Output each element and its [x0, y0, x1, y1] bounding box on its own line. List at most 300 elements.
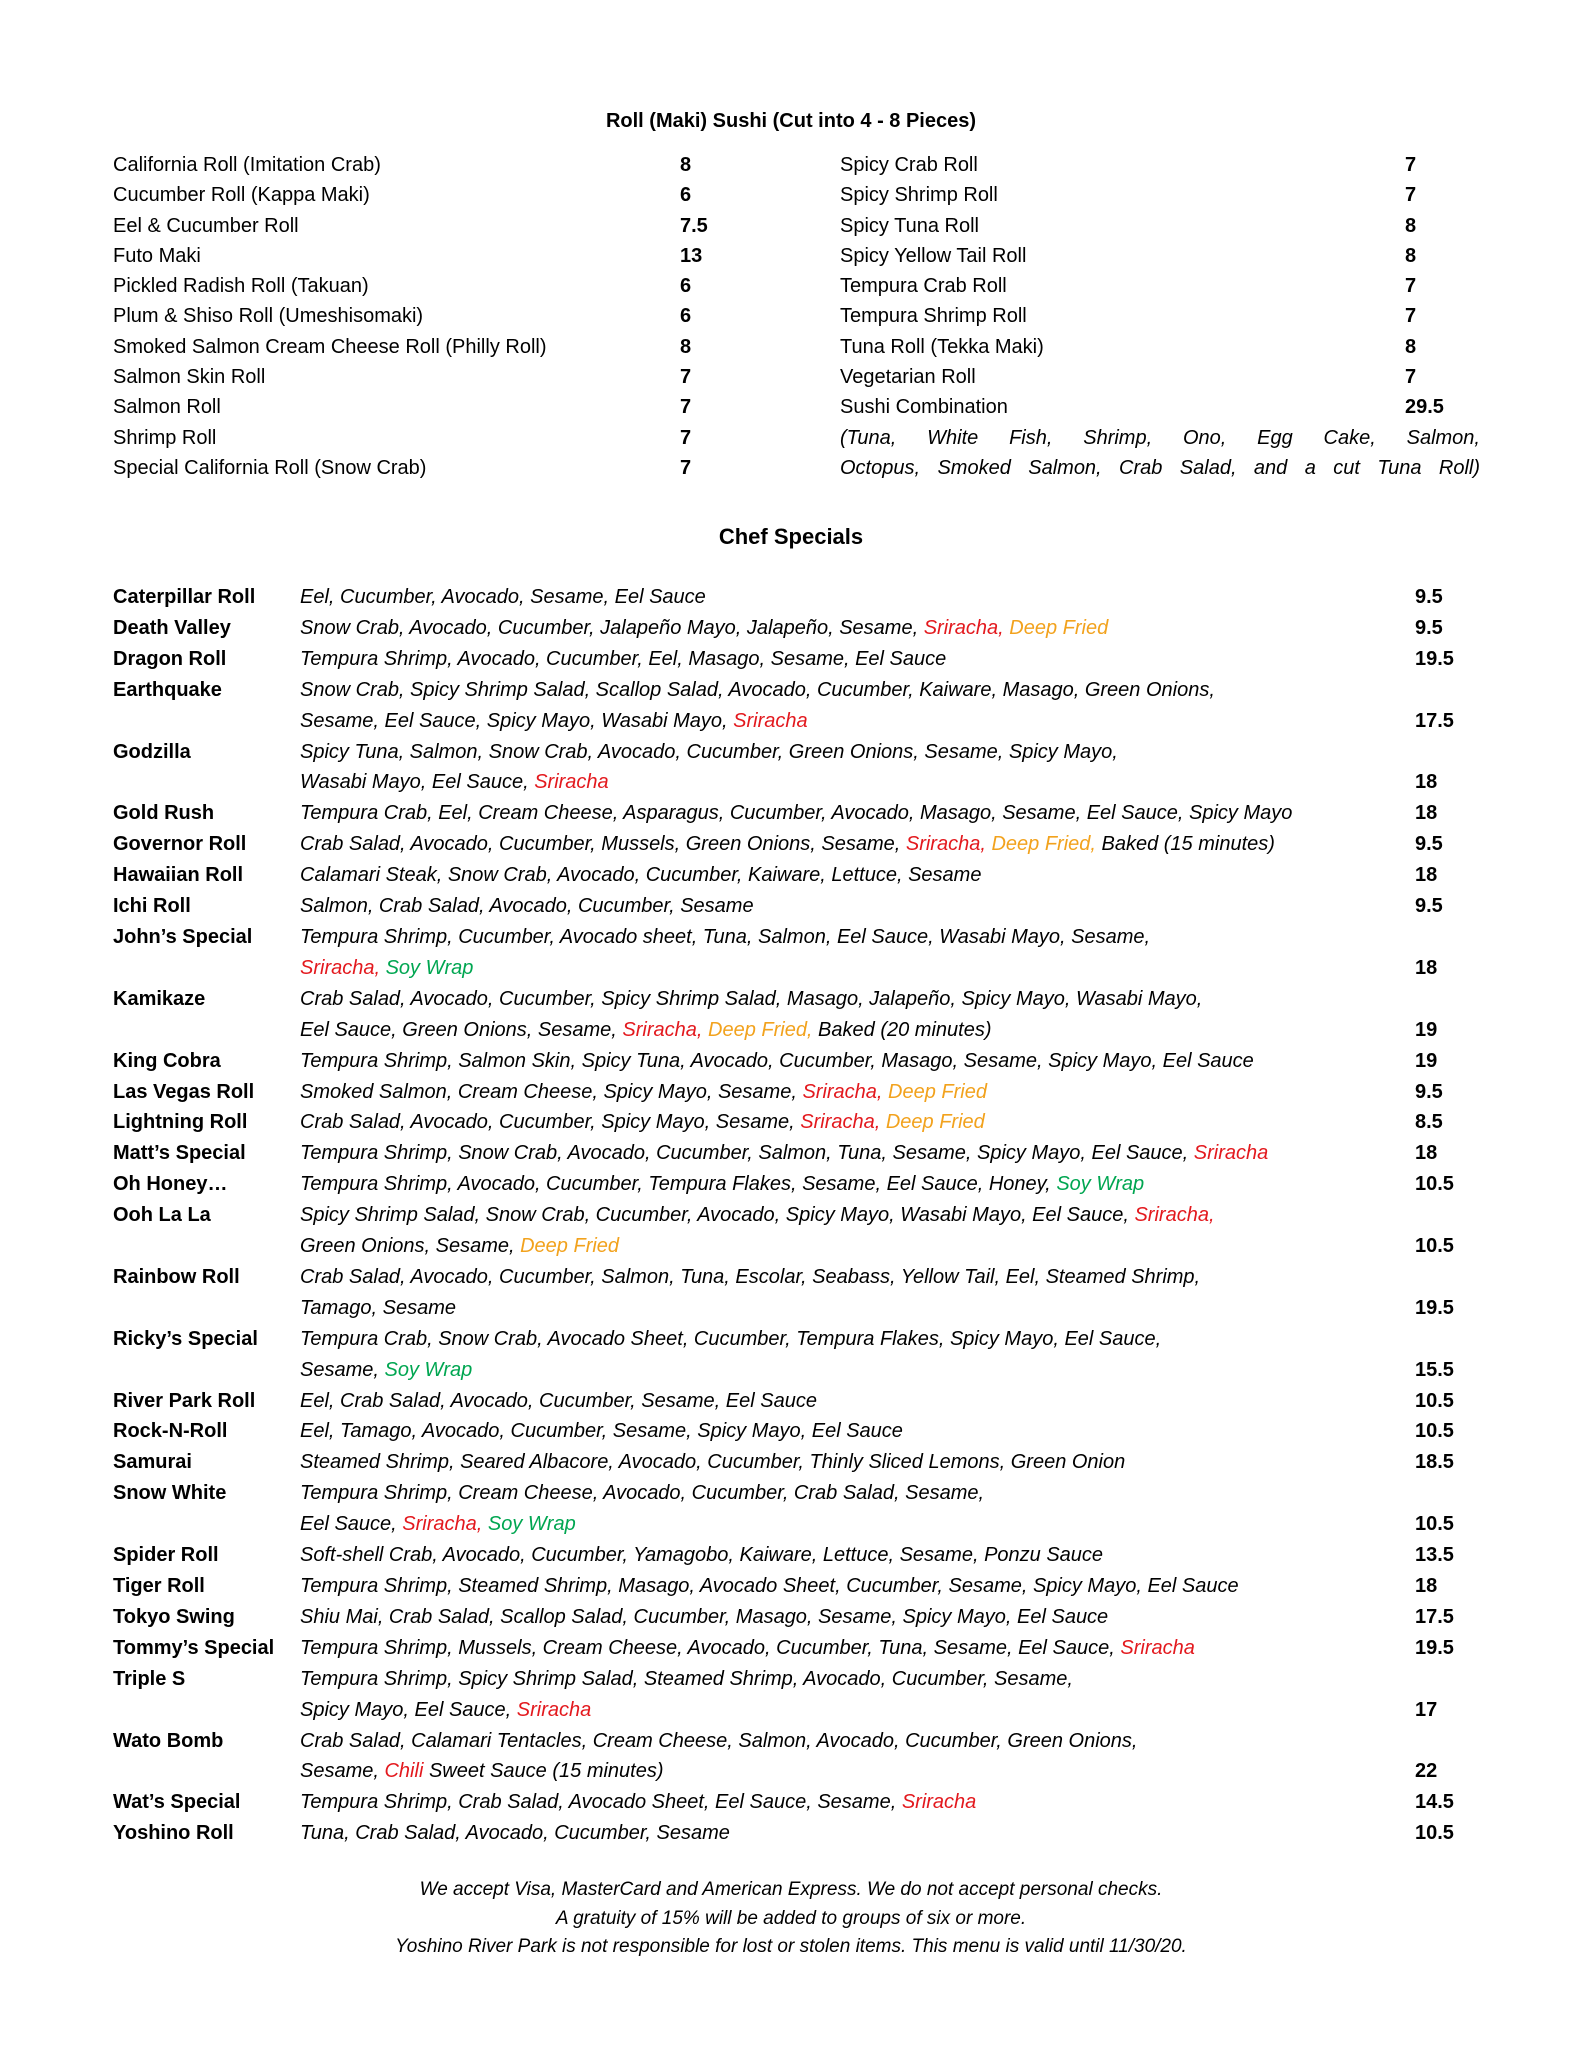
- footer-line-validity: Yoshino River Park is not responsible for lost or stolen items. This menu is valid until 11/30/20.: [395, 1936, 1187, 1957]
- description-segment: Baked (15 minutes): [1095, 833, 1275, 856]
- roll-item: [113, 180, 813, 210]
- roll-item-name: Cucumber Roll (Kappa Maki): [113, 184, 370, 207]
- chef-item-description: [300, 737, 1513, 799]
- chef-item-description: [300, 891, 1513, 922]
- chef-item: [113, 1571, 1513, 1602]
- roll-item: [840, 271, 1480, 301]
- chef-item: [113, 1726, 1513, 1788]
- description-segment: Smoked Salmon, Cream Cheese, Spicy Mayo, Sesame,: [300, 1080, 803, 1103]
- roll-item-name: Futo Maki: [113, 244, 201, 267]
- chef-item-name: Death Valley: [113, 616, 231, 639]
- chef-item: [113, 1262, 1513, 1324]
- roll-item: [840, 180, 1480, 210]
- chef-item: [113, 613, 1513, 644]
- chef-item-description-line: [300, 829, 1513, 860]
- description-segment: Tempura Shrimp, Cream Cheese, Avocado, Cucumber, Crab Salad, Sesame,: [300, 1482, 985, 1505]
- chef-item: [113, 1200, 1513, 1262]
- roll-item-price: 8: [1405, 335, 1417, 358]
- roll-item-price: 8: [1405, 244, 1417, 267]
- description-segment: Tempura Shrimp, Avocado, Cucumber, Tempura Flakes, Sesame, Eel Sauce, Honey,: [300, 1173, 1057, 1196]
- chef-item-name: Caterpillar Roll: [113, 586, 256, 608]
- description-segment: Tamago, Sesame: [300, 1296, 457, 1319]
- description-segment: Soy Wrap: [385, 956, 474, 979]
- roll-item-name: Shrimp Roll: [113, 426, 217, 449]
- chef-item-description-line: [300, 1200, 1513, 1231]
- chef-item-price: 9.5: [1415, 895, 1443, 918]
- chef-specials-title: Chef Specials: [718, 524, 864, 549]
- chef-item-description: [300, 922, 1513, 984]
- roll-item-name: Vegetarian Roll: [840, 366, 976, 389]
- roll-item-price: 7: [1405, 154, 1417, 176]
- description-segment: Deep Fried,: [991, 833, 1096, 856]
- chef-item: [113, 1664, 1513, 1726]
- description-segment: Chili: [384, 1760, 424, 1783]
- description-segment: Tempura Shrimp, Cucumber, Avocado sheet, Tuna, Salmon, Eel Sauce, Wasabi Mayo, Sesame,: [300, 925, 1151, 948]
- chef-item-description: [300, 984, 1513, 1046]
- chef-item-price: 9.5: [1415, 833, 1443, 856]
- roll-item-price: 8: [680, 154, 692, 176]
- roll-item-name: Smoked Salmon Cream Cheese Roll (Philly Roll): [113, 335, 547, 358]
- description-segment: Spicy Mayo, Eel Sauce,: [300, 1698, 517, 1721]
- roll-item-price: 6: [680, 275, 692, 298]
- chef-item-description-line: [300, 1386, 1513, 1417]
- chef-item-description-line: [300, 1818, 1513, 1849]
- chef-item: [113, 1077, 1513, 1108]
- chef-item-description: [300, 1416, 1513, 1447]
- chef-item-description-line: [300, 922, 1513, 953]
- description-segment: Sesame, Eel Sauce, Spicy Mayo, Wasabi Mayo,: [300, 709, 734, 732]
- roll-item-name: Spicy Crab Roll: [840, 154, 978, 176]
- roll-item-name: Eel & Cucumber Roll: [113, 214, 299, 237]
- description-segment: Sriracha,: [1134, 1204, 1215, 1227]
- chef-item-description: [300, 860, 1513, 891]
- chef-item: [113, 737, 1513, 799]
- roll-item: [113, 211, 813, 241]
- chef-item-description-line: [300, 1077, 1513, 1108]
- description-segment: Deep Fried: [1009, 616, 1109, 639]
- chef-item-name: Ooh La La: [113, 1204, 211, 1227]
- chef-item-name: Tiger Roll: [113, 1575, 205, 1597]
- chef-item-description-line: [300, 1231, 1513, 1262]
- chef-item-description-line: [300, 1447, 1513, 1478]
- chef-item: [113, 644, 1513, 675]
- chef-item-description: [300, 1540, 1513, 1571]
- chef-item: [113, 1787, 1513, 1818]
- roll-right-column: [840, 150, 1480, 483]
- chef-item-description-line: [300, 1138, 1513, 1169]
- description-segment: Crab Salad, Calamari Tentacles, Cream Cheese, Salmon, Avocado, Cucumber, Green Onions,: [300, 1729, 1138, 1752]
- chef-item-description: [300, 798, 1513, 829]
- chef-item: [113, 675, 1513, 737]
- chef-item-price: 19: [1415, 1018, 1438, 1041]
- chef-item-description-line: [300, 1756, 1513, 1787]
- chef-item: [113, 1386, 1513, 1417]
- description-segment: Soy Wrap: [384, 1358, 473, 1381]
- chef-item-description: [300, 1200, 1513, 1262]
- description-segment: Crab Salad, Avocado, Cucumber, Mussels, Green Onions, Sesame,: [300, 833, 906, 856]
- chef-item-price: 10.5: [1415, 1235, 1454, 1258]
- chef-item-price: 22: [1415, 1760, 1438, 1783]
- description-segment: Sriracha,: [800, 1111, 881, 1134]
- chef-item-price: 9.5: [1415, 586, 1443, 608]
- chef-item-price: 18: [1415, 1142, 1438, 1165]
- roll-item-name: Spicy Yellow Tail Roll: [840, 244, 1027, 267]
- chef-item-description-line: [300, 644, 1513, 675]
- description-segment: Sriracha,: [905, 833, 986, 856]
- description-segment: Sesame,: [300, 1760, 385, 1783]
- roll-item: [113, 241, 813, 271]
- chef-item-name: Spider Roll: [113, 1544, 219, 1567]
- chef-item: [113, 922, 1513, 984]
- chef-item-name: Ricky’s Special: [113, 1327, 258, 1350]
- chef-item: [113, 1447, 1513, 1478]
- chef-item-name: Snow White: [113, 1482, 227, 1505]
- chef-item-description: [300, 1726, 1513, 1788]
- roll-item-price: 6: [680, 305, 692, 328]
- description-segment: Sriracha: [901, 1791, 977, 1814]
- chef-item-description: [300, 1169, 1513, 1200]
- chef-item-price: 19: [1415, 1049, 1438, 1072]
- description-segment: Eel Sauce, Green Onions, Sesame,: [300, 1018, 623, 1041]
- roll-item: [113, 332, 813, 362]
- chef-item-name: River Park Roll: [113, 1389, 256, 1412]
- chef-item-description: [300, 1077, 1513, 1108]
- chef-item-price: 17.5: [1415, 709, 1454, 732]
- chef-item-description-line: [300, 1262, 1513, 1293]
- chef-item: [113, 1324, 1513, 1386]
- description-segment: Green Onions, Sesame,: [300, 1235, 521, 1258]
- chef-item-name: Yoshino Roll: [113, 1822, 234, 1845]
- roll-item-price: 13: [680, 244, 703, 267]
- chef-item-description: [300, 1107, 1513, 1138]
- roll-item-name: Special California Roll (Snow Crab): [113, 456, 427, 479]
- chef-item: [113, 1416, 1513, 1447]
- chef-item-name: Kamikaze: [113, 987, 206, 1010]
- roll-item-price: 7: [680, 366, 692, 389]
- description-segment: Tempura Shrimp, Crab Salad, Avocado Sheet, Eel Sauce, Sesame,: [300, 1791, 902, 1814]
- chef-item-description-line: [300, 1107, 1513, 1138]
- roll-item: [840, 332, 1480, 362]
- chef-item-description: [300, 829, 1513, 860]
- description-segment: Calamari Steak, Snow Crab, Avocado, Cucumber, Kaiware, Lettuce, Sesame: [300, 864, 982, 887]
- description-segment: Sriracha,: [300, 956, 381, 979]
- chef-item-price: 18.5: [1415, 1451, 1454, 1474]
- chef-item-description: [300, 1046, 1513, 1077]
- roll-item-name: Tempura Crab Roll: [840, 275, 1007, 298]
- footer-notes: [0, 1876, 1582, 1962]
- roll-item: [113, 362, 813, 392]
- description-segment: Eel Sauce,: [300, 1513, 403, 1536]
- chef-item-description: [300, 1324, 1513, 1386]
- chef-item: [113, 1046, 1513, 1077]
- chef-item-price: 10.5: [1415, 1513, 1454, 1536]
- chef-item-name: Hawaiian Roll: [113, 864, 244, 887]
- description-segment: Tempura Shrimp, Spicy Shrimp Salad, Steamed Shrimp, Avocado, Cucumber, Sesame,: [300, 1667, 1073, 1690]
- sushi-combination-note-line: (Tuna, White Fish, Shrimp, Ono, Egg Cake, Salmon,: [840, 426, 1480, 449]
- chef-item-name: Godzilla: [113, 740, 191, 763]
- description-segment: Sriracha,: [923, 616, 1004, 639]
- chef-item-description-line: [300, 1416, 1513, 1447]
- chef-item: [113, 984, 1513, 1046]
- chef-specials-list: [113, 582, 1513, 1849]
- roll-item: [113, 453, 813, 483]
- chef-item-description-line: [300, 1015, 1513, 1046]
- chef-item-description: [300, 1664, 1513, 1726]
- roll-item-price: 8: [1405, 214, 1417, 237]
- description-segment: Tuna, Crab Salad, Avocado, Cucumber, Sesame: [300, 1822, 730, 1845]
- description-segment: Deep Fried,: [708, 1018, 813, 1041]
- description-segment: Sriracha,: [622, 1018, 703, 1041]
- roll-item-price: 7: [1405, 366, 1417, 389]
- description-segment: Wasabi Mayo, Eel Sauce,: [300, 771, 535, 794]
- roll-item-name: Salmon Roll: [113, 396, 221, 419]
- chef-item-description-line: [300, 1726, 1513, 1757]
- roll-item: [113, 301, 813, 331]
- chef-item-description: [300, 613, 1513, 644]
- roll-item-name: Tuna Roll (Tekka Maki): [840, 335, 1044, 358]
- description-segment: Soy Wrap: [487, 1513, 576, 1536]
- chef-item-description-line: [300, 1602, 1513, 1633]
- roll-item: [113, 150, 813, 180]
- chef-item-description: [300, 1138, 1513, 1169]
- chef-item-description-line: [300, 613, 1513, 644]
- description-segment: Deep Fried: [888, 1080, 987, 1103]
- chef-item-price: 9.5: [1415, 1080, 1443, 1103]
- chef-item-description: [300, 1447, 1513, 1478]
- roll-item-price: 8: [680, 335, 692, 358]
- roll-item-price: 7: [680, 456, 692, 479]
- chef-item-description-line: [300, 675, 1513, 706]
- roll-item-name: California Roll (Imitation Crab): [113, 154, 381, 176]
- roll-item: [840, 301, 1480, 331]
- chef-item: [113, 1633, 1513, 1664]
- chef-item: [113, 1107, 1513, 1138]
- chef-item-price: 10.5: [1415, 1389, 1454, 1412]
- chef-item-name: Tokyo Swing: [113, 1605, 235, 1628]
- roll-item-name: Spicy Tuna Roll: [840, 214, 979, 237]
- chef-item-price: 10.5: [1415, 1822, 1454, 1845]
- chef-item-name: Dragon Roll: [113, 647, 227, 670]
- chef-item-name: King Cobra: [113, 1049, 221, 1072]
- roll-item-name: Salmon Skin Roll: [113, 366, 266, 389]
- chef-item-description: [300, 1478, 1513, 1540]
- description-segment: Deep Fried: [885, 1111, 985, 1134]
- description-segment: Deep Fried: [520, 1235, 620, 1258]
- chef-item-description-line: [300, 1324, 1513, 1355]
- roll-item-price: 6: [680, 184, 692, 207]
- description-segment: Crab Salad, Avocado, Cucumber, Salmon, Tuna, Escolar, Seabass, Yellow Tail, Eel, Steamed Shrimp,: [300, 1265, 1201, 1288]
- description-segment: Baked (20 minutes): [812, 1018, 992, 1041]
- roll-item-price: 7: [1405, 184, 1417, 207]
- chef-item-name: Triple S: [113, 1667, 186, 1690]
- description-segment: Snow Crab, Spicy Shrimp Salad, Scallop Salad, Avocado, Cucumber, Kaiware, Masago, Green Onions,: [300, 678, 1215, 701]
- roll-item: [840, 211, 1480, 241]
- roll-item-name: Sushi Combination: [840, 396, 1008, 419]
- description-segment: Eel, Cucumber, Avocado, Sesame, Eel Sauce: [300, 586, 706, 608]
- footer-line-payment: We accept Visa, MasterCard and American Express. We do not accept personal checks.: [419, 1879, 1163, 1900]
- chef-item-description-line: [300, 1571, 1513, 1602]
- chef-item-description-line: [300, 737, 1513, 768]
- description-segment: Salmon, Crab Salad, Avocado, Cucumber, Sesame: [300, 895, 754, 918]
- roll-item-name: Pickled Radish Roll (Takuan): [113, 275, 369, 298]
- description-segment: Soft-shell Crab, Avocado, Cucumber, Yamagobo, Kaiware, Lettuce, Sesame, Ponzu Sauce: [300, 1544, 1104, 1567]
- chef-item-name: Rock-N-Roll: [113, 1420, 228, 1443]
- chef-item-price: 9.5: [1415, 616, 1443, 639]
- roll-item-price: 7: [1405, 305, 1417, 328]
- chef-item: [113, 829, 1513, 860]
- description-segment: Tempura Shrimp, Snow Crab, Avocado, Cucumber, Salmon, Tuna, Sesame, Spicy Mayo, Eel Sauce,: [300, 1142, 1194, 1165]
- sushi-combination-note-line: Octopus, Smoked Salmon, Crab Salad, and a cut Tuna Roll): [840, 456, 1480, 479]
- chef-item-description-line: [300, 1355, 1513, 1386]
- description-segment: Sriracha: [516, 1698, 592, 1721]
- chef-item-name: Oh Honey…: [113, 1173, 228, 1196]
- chef-item-name: Ichi Roll: [113, 895, 191, 918]
- description-segment: Tempura Shrimp, Mussels, Cream Cheese, Avocado, Cucumber, Tuna, Sesame, Eel Sauce,: [300, 1636, 1121, 1659]
- chef-item-price: 10.5: [1415, 1420, 1454, 1443]
- chef-item-name: Wat’s Special: [113, 1791, 241, 1814]
- chef-item-price: 19.5: [1415, 1636, 1454, 1659]
- chef-item-price: 17.5: [1415, 1605, 1454, 1628]
- chef-item-name: Matt’s Special: [113, 1142, 246, 1165]
- chef-item-description-line: [300, 1046, 1513, 1077]
- chef-item-description: [300, 1571, 1513, 1602]
- chef-item: [113, 1602, 1513, 1633]
- roll-item-price: 7.5: [680, 214, 708, 237]
- chef-item-description-line: [300, 706, 1513, 737]
- description-segment: Spicy Shrimp Salad, Snow Crab, Cucumber, Avocado, Spicy Mayo, Wasabi Mayo, Eel Sauce,: [300, 1204, 1135, 1227]
- chef-item-name: Governor Roll: [113, 833, 247, 856]
- description-segment: Sriracha,: [802, 1080, 883, 1103]
- roll-item-name: Tempura Shrimp Roll: [840, 305, 1027, 328]
- chef-item: [113, 860, 1513, 891]
- description-segment: Tempura Crab, Eel, Cream Cheese, Asparagus, Cucumber, Avocado, Masago, Sesame, Eel Sauce, Spicy Mayo: [300, 802, 1293, 825]
- description-segment: Steamed Shrimp, Seared Albacore, Avocado, Cucumber, Thinly Sliced Lemons, Green Onion: [300, 1451, 1126, 1474]
- chef-item-name: Gold Rush: [113, 802, 215, 825]
- description-segment: Eel, Tamago, Avocado, Cucumber, Sesame, Spicy Mayo, Eel Sauce: [300, 1420, 903, 1443]
- roll-item-name: Plum & Shiso Roll (Umeshisomaki): [113, 305, 424, 328]
- chef-item-description-line: [300, 767, 1513, 798]
- chef-item-price: 15.5: [1415, 1358, 1454, 1381]
- roll-section-title: Roll (Maki) Sushi (Cut into 4 - 8 Pieces): [605, 110, 977, 132]
- chef-item-name: Samurai: [113, 1451, 192, 1474]
- roll-item: [840, 392, 1480, 422]
- chef-item: [113, 582, 1513, 613]
- chef-item: [113, 1818, 1513, 1849]
- chef-item-price: 18: [1415, 802, 1438, 825]
- chef-item-description-line: [300, 1664, 1513, 1695]
- chef-item-description-line: [300, 1293, 1513, 1324]
- chef-item-description: [300, 1386, 1513, 1417]
- chef-item-description-line: [300, 1695, 1513, 1726]
- description-segment: Tempura Shrimp, Avocado, Cucumber, Eel, Masago, Sesame, Eel Sauce: [300, 647, 947, 670]
- description-segment: Crab Salad, Avocado, Cucumber, Spicy Shrimp Salad, Masago, Jalapeño, Spicy Mayo, Wasabi Mayo,: [300, 987, 1203, 1010]
- description-segment: Tempura Shrimp, Salmon Skin, Spicy Tuna, Avocado, Cucumber, Masago, Sesame, Spicy Mayo, Eel Sauce: [300, 1049, 1254, 1072]
- chef-item-name: Wato Bomb: [113, 1729, 224, 1752]
- roll-item-price: 29.5: [1405, 396, 1444, 419]
- chef-item: [113, 1478, 1513, 1540]
- description-segment: Sriracha: [733, 709, 808, 732]
- chef-item: [113, 1138, 1513, 1169]
- chef-item: [113, 891, 1513, 922]
- footer-line-gratuity: A gratuity of 15% will be added to groups of six or more.: [555, 1907, 1027, 1929]
- chef-item-price: 8.5: [1415, 1111, 1443, 1134]
- description-segment: Snow Crab, Avocado, Cucumber, Jalapeño Mayo, Jalapeño, Sesame,: [300, 616, 924, 639]
- description-segment: Sweet Sauce (15 minutes): [423, 1760, 664, 1783]
- roll-item-price: 7: [680, 396, 692, 419]
- description-segment: Sriracha: [1193, 1142, 1269, 1165]
- description-segment: Sriracha: [534, 771, 609, 794]
- roll-item-price: 7: [680, 426, 692, 449]
- chef-item-description: [300, 1633, 1513, 1664]
- chef-item-name: Rainbow Roll: [113, 1265, 240, 1288]
- chef-item-description-line: [300, 891, 1513, 922]
- description-segment: Tempura Crab, Snow Crab, Avocado Sheet, Cucumber, Tempura Flakes, Spicy Mayo, Eel Sauce,: [300, 1327, 1162, 1350]
- roll-item: [113, 423, 813, 453]
- description-segment: Spicy Tuna, Salmon, Snow Crab, Avocado, Cucumber, Green Onions, Sesame, Spicy Mayo,: [300, 740, 1118, 763]
- roll-item: [840, 241, 1480, 271]
- chef-item-description: [300, 1787, 1513, 1818]
- chef-item-description-line: [300, 1633, 1513, 1664]
- chef-item-description: [300, 582, 1513, 613]
- chef-item-price: 17: [1415, 1698, 1438, 1721]
- roll-left-column: [113, 150, 813, 483]
- roll-item-price: 7: [1405, 275, 1417, 298]
- chef-item-name: John’s Special: [113, 925, 253, 948]
- chef-item-description-line: [300, 860, 1513, 891]
- chef-item-description: [300, 675, 1513, 737]
- chef-item-price: 14.5: [1415, 1791, 1454, 1814]
- chef-item-price: 19.5: [1415, 647, 1454, 670]
- chef-item-description-line: [300, 798, 1513, 829]
- description-segment: Shiu Mai, Crab Salad, Scallop Salad, Cucumber, Masago, Sesame, Spicy Mayo, Eel Sauce: [300, 1605, 1109, 1628]
- chef-item: [113, 1169, 1513, 1200]
- description-segment: Sesame,: [300, 1358, 385, 1381]
- chef-item-price: 13.5: [1415, 1544, 1454, 1567]
- chef-item-name: Earthquake: [113, 678, 222, 701]
- chef-item-description-line: [300, 1787, 1513, 1818]
- chef-item-price: 18: [1415, 956, 1438, 979]
- chef-item-description-line: [300, 582, 1513, 613]
- roll-item: [840, 150, 1480, 180]
- roll-item: [840, 362, 1480, 392]
- chef-item-price: 18: [1415, 771, 1438, 794]
- chef-item-description-line: [300, 984, 1513, 1015]
- roll-item-name: Spicy Shrimp Roll: [840, 184, 998, 207]
- chef-item-name: Lightning Roll: [113, 1111, 248, 1134]
- chef-item: [113, 798, 1513, 829]
- description-segment: Soy Wrap: [1056, 1173, 1145, 1196]
- description-segment: Eel, Crab Salad, Avocado, Cucumber, Sesame, Eel Sauce: [300, 1389, 817, 1412]
- roll-item: [113, 271, 813, 301]
- chef-item-description-line: [300, 953, 1513, 984]
- chef-item-description-line: [300, 1509, 1513, 1540]
- chef-item-description: [300, 1602, 1513, 1633]
- chef-item-description-line: [300, 1478, 1513, 1509]
- chef-item-description: [300, 1262, 1513, 1324]
- chef-item-name: Tommy’s Special: [113, 1636, 275, 1659]
- description-segment: Crab Salad, Avocado, Cucumber, Spicy Mayo, Sesame,: [300, 1111, 801, 1134]
- chef-item-price: 18: [1415, 1575, 1438, 1597]
- description-segment: Sriracha,: [402, 1513, 483, 1536]
- chef-item-description: [300, 1818, 1513, 1849]
- chef-item-name: Las Vegas Roll: [113, 1080, 255, 1103]
- description-segment: Tempura Shrimp, Steamed Shrimp, Masago, Avocado Sheet, Cucumber, Sesame, Spicy Mayo, Eel Sauce: [300, 1575, 1239, 1597]
- description-segment: Sriracha: [1120, 1636, 1195, 1659]
- chef-item-description: [300, 644, 1513, 675]
- chef-item-price: 18: [1415, 864, 1438, 887]
- chef-item: [113, 1540, 1513, 1571]
- roll-item: [113, 392, 813, 422]
